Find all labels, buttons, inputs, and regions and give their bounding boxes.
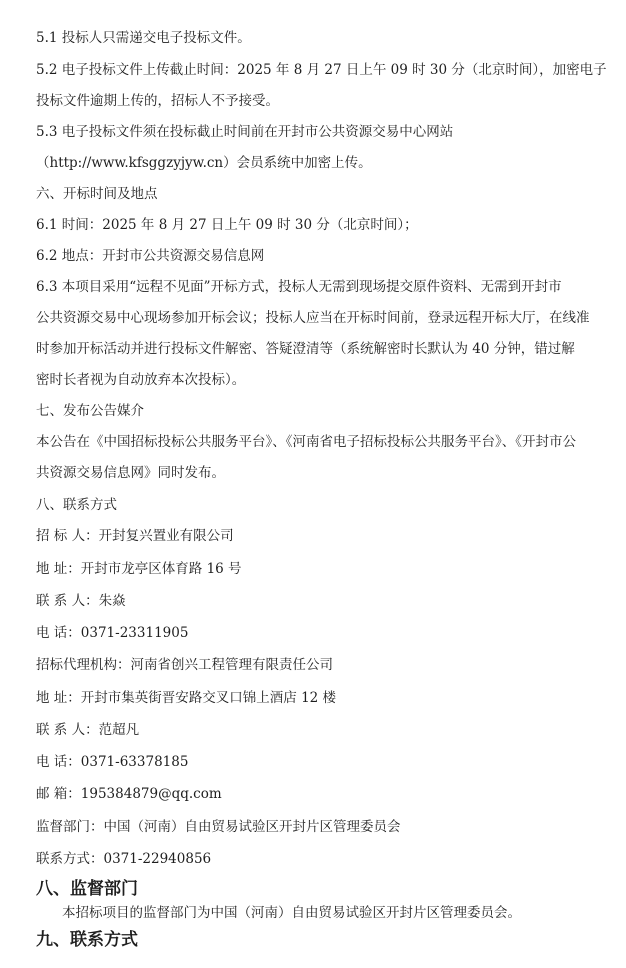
agency-address: 地 址：开封市集英街晋安路交叉口锦上酒店 12 楼	[36, 690, 337, 706]
media-text: 本公告在《中国招标投标公共服务平台》、《河南省电子招标投标公共服务平台》、《开封市公	[36, 434, 576, 450]
heading-contact: 九、联系方式	[36, 930, 138, 950]
agency-email: 邮 箱：195384879@qq.com	[36, 786, 222, 802]
supervision-text: 本招标项目的监督部门为中国（河南）自由贸易试验区开封片区管理委员会。	[62, 905, 521, 921]
clause-6-3-cont-3: 密时长者视为自动放弃本次投标）。	[36, 372, 246, 388]
clause-5-3: 5.3 电子投标文件须在投标截止时间前在开封市公共资源交易中心网站	[36, 124, 454, 140]
section-heading-6: 六、开标时间及地点	[36, 186, 158, 202]
agency-contact: 联 系 人：范超凡	[36, 722, 140, 738]
clause-5-3-url: （http://www.kfsggzyjyw.cn）会员系统中加密上传。	[36, 155, 372, 171]
clause-5-2: 5.2 电子投标文件上传截止时间：2025 年 8 月 27 日上午 09 时 30 分（北京时间），加密电子	[36, 62, 607, 78]
clause-6-2: 6.2 地点：开封市公共资源交易信息网	[36, 248, 265, 264]
clause-6-3-cont-1: 公共资源交易中心现场参加开标会议；投标人应当在开标时间前，登录远程开标大厅，在线准	[36, 310, 590, 326]
clause-6-3: 6.3 本项目采用“远程不见面”开标方式，投标人无需到现场提交原件资料、无需到开封市	[36, 279, 562, 295]
heading-supervision: 八、监督部门	[36, 879, 138, 899]
tenderer-phone: 电 话：0371-23311905	[36, 625, 189, 641]
clause-5-1: 5.1 投标人只需递交电子投标文件。	[36, 30, 251, 46]
clause-6-1: 6.1 时间：2025 年 8 月 27 日上午 09 时 30 分（北京时间）；	[36, 217, 418, 233]
section-heading-7: 七、发布公告媒介	[36, 403, 144, 419]
supervisor-phone: 联系方式：0371-22940856	[36, 851, 212, 867]
agency-phone: 电 话：0371-63378185	[36, 754, 189, 770]
tenderer-name: 招 标 人：开封复兴置业有限公司	[36, 528, 234, 544]
supervisor-dept: 监督部门：中国（河南）自由贸易试验区开封片区管理委员会	[36, 819, 401, 835]
section-heading-8: 八、联系方式	[36, 497, 117, 513]
agency-name: 招标代理机构：河南省创兴工程管理有限责任公司	[36, 657, 333, 673]
media-text-cont: 共资源交易信息网》同时发布。	[36, 465, 225, 481]
clause-5-2-cont: 投标文件逾期上传的，招标人不予接受。	[36, 93, 279, 109]
clause-6-3-cont-2: 时参加开标活动并进行投标文件解密、答疑澄清等（系统解密时长默认为 40 分钟，错过解	[36, 341, 575, 357]
tenderer-address: 地 址：开封市龙亭区体育路 16 号	[36, 561, 242, 577]
tenderer-contact: 联 系 人：朱焱	[36, 593, 126, 609]
